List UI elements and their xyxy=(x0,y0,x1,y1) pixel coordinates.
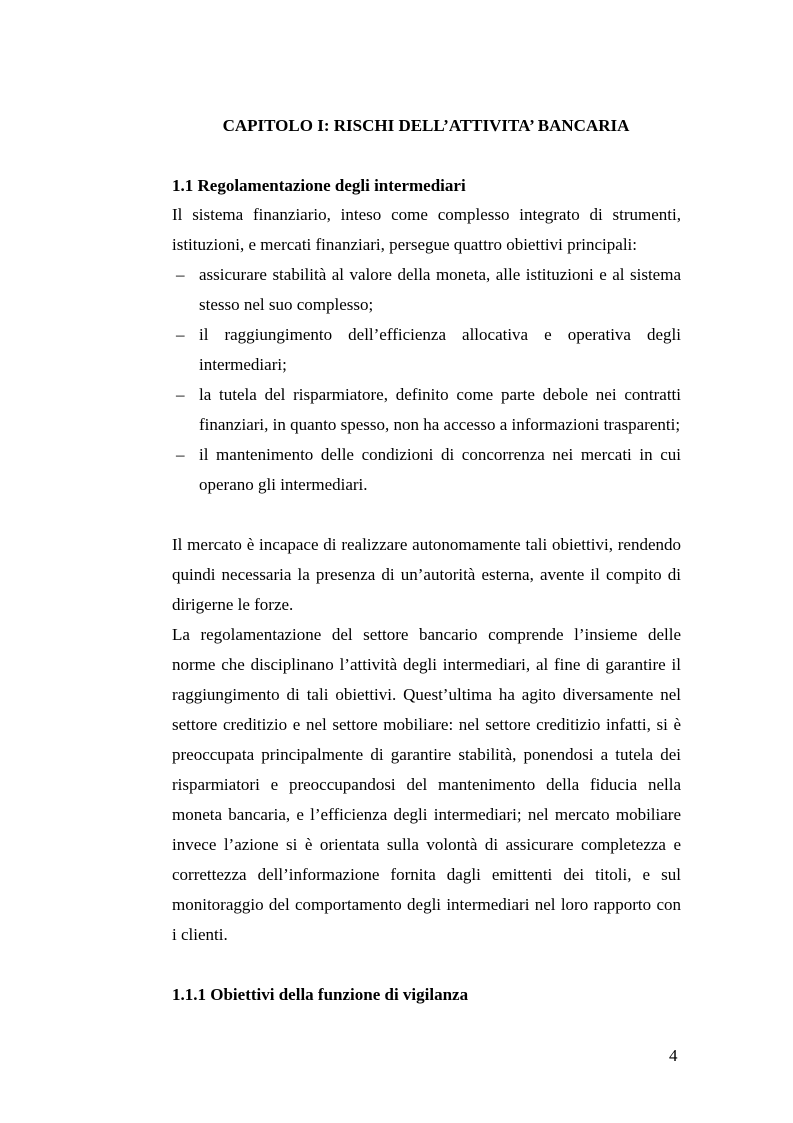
dash-bullet-icon: – xyxy=(176,385,185,404)
objectives-list xyxy=(172,260,681,500)
section-title-1-1: 1.1 Regolamentazione degli intermediari xyxy=(172,176,466,195)
list-item-text: assicurare stabilità al valore della moneta, alle istituzioni e al sistema stesso nel suo complesso; xyxy=(199,265,681,314)
list-item xyxy=(172,260,681,320)
page-number: 4 xyxy=(669,1046,678,1065)
list-item-text: la tutela del risparmiatore, definito come parte debole nei contratti finanziari, in quanto spesso, non ha accesso a informazioni trasparenti; xyxy=(199,385,681,434)
list-item xyxy=(172,380,681,440)
dash-bullet-icon: – xyxy=(176,325,185,344)
list-item xyxy=(172,320,681,380)
list-item-text: il mantenimento delle condizioni di concorrenza nei mercati in cui operano gli intermediari. xyxy=(199,445,681,494)
dash-bullet-icon: – xyxy=(176,445,185,464)
section-title-1-1-1: 1.1.1 Obiettivi della funzione di vigilanza xyxy=(172,985,469,1004)
regulation-paragraph: La regolamentazione del settore bancario comprende l’insieme delle norme che disciplinano l’attività degli intermediari, al fine di garantire il raggiungimento di tali obiettivi. Quest’ultima ha agito diversamente nel settore creditizio e nel settore mobiliare: nel settore creditizio infatti, si è preoccupata principalmente di garantire stabilità, ponendosi a tutela dei risparmiatori e preoccupandosi del mantenimento della fiducia nella moneta bancaria, e l’efficienza degli intermediari; nel mercato mobiliare invece l’azione si è orientata sulla volontà di assicurare completezza e correttezza dell’informazione fornita dagli emittenti dei titoli, e sul monitoraggio del comportamento degli intermediari nel loro rapporto con i clienti. xyxy=(172,625,681,944)
list-item-text: il raggiungimento dell’efficienza allocativa e operativa degli intermediari; xyxy=(199,325,681,374)
intro-paragraph: Il sistema finanziario, inteso come complesso integrato di strumenti, istituzioni, e mercati finanziari, persegue quattro obiettivi principali: xyxy=(172,205,681,254)
chapter-title: CAPITOLO I: RISCHI DELL’ATTIVITA’ BANCARIA xyxy=(222,116,630,135)
market-paragraph: Il mercato è incapace di realizzare autonomamente tali obiettivi, rendendo quindi necessaria la presenza di un’autorità esterna, avente il compito di dirigerne le forze. xyxy=(172,535,681,614)
dash-bullet-icon: – xyxy=(176,265,185,284)
list-item xyxy=(172,440,681,500)
